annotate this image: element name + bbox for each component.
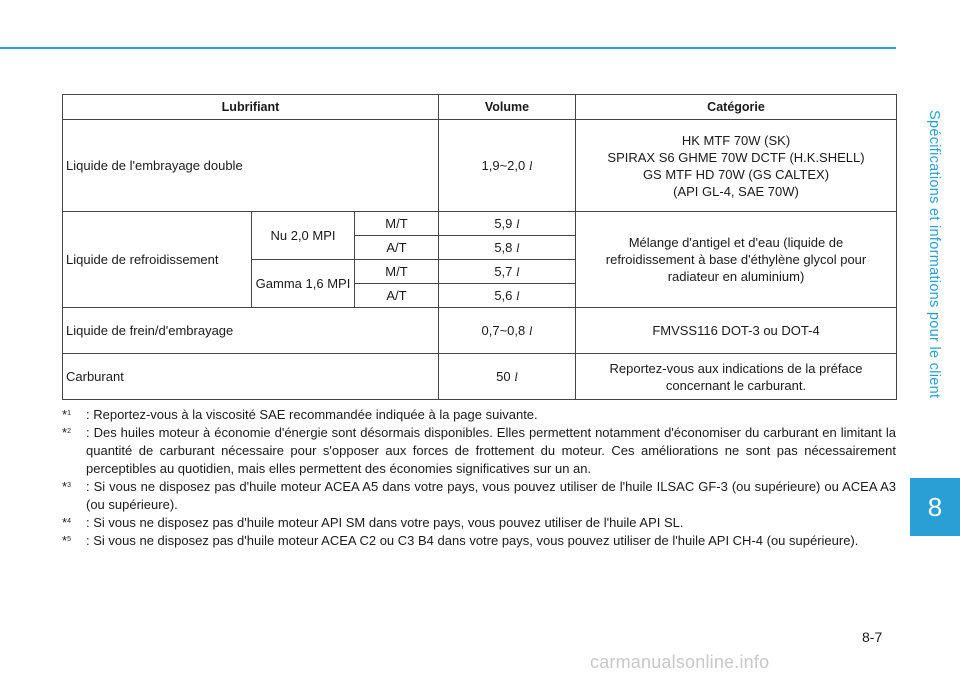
footnote-marker: *$^4$: [62, 515, 71, 530]
header-rule: [0, 47, 896, 49]
footnote: [62, 514, 896, 532]
footnote: [62, 478, 896, 514]
category-cell: FMVSS116 DOT-3 ou DOT-4: [576, 308, 897, 354]
engine-name: Gamma 1,6 MPI: [252, 260, 355, 308]
category-cell: Mélange d'antigel et d'eau (liquide de refroidissement à base d'éthylène glycol pour radiateur en aluminium): [576, 212, 897, 308]
transmission-cell: A/T: [355, 284, 439, 308]
transmission-cell: M/T: [355, 212, 439, 236]
footnote-text: : Reportez-vous à la viscosité SAE recommandée indiquée à la page suivante.: [86, 407, 538, 422]
volume-cell: 5,6 l: [439, 284, 576, 308]
volume-cell: 5,8 l: [439, 236, 576, 260]
table-row: [63, 308, 897, 354]
volume-cell: 0,7~0,8 l: [439, 308, 576, 354]
volume-cell: 5,7 l: [439, 260, 576, 284]
footnote-marker: *$^3$: [62, 479, 71, 494]
volume-cell: 50 l: [439, 354, 576, 400]
footnotes: [62, 406, 896, 550]
transmission-cell: M/T: [355, 260, 439, 284]
lubricant-name: Carburant: [63, 354, 439, 400]
lubricant-name: Liquide de l'embrayage double: [63, 120, 439, 212]
lubricant-table: [62, 94, 897, 400]
watermark-text: carmanualsonline.info: [590, 652, 770, 672]
footnote-marker: *$^5$: [62, 533, 71, 548]
footnote: [62, 406, 896, 424]
volume-cell: 1,9~2,0 l: [439, 120, 576, 212]
footnote: [62, 424, 896, 478]
footnote-marker: *$^2$: [62, 425, 71, 440]
category-cell: Reportez-vous aux indications de la préface concernant le carburant.: [576, 354, 897, 400]
header-category: Catégorie: [576, 95, 897, 120]
table-row: [63, 212, 897, 236]
table-header-row: [63, 95, 897, 120]
header-lubricant: Lubrifiant: [63, 95, 439, 120]
footnote-text: : Si vous ne disposez pas d'huile moteur API SM dans votre pays, vous pouvez utiliser de l'huile API SL.: [86, 515, 684, 530]
footnote: [62, 532, 896, 550]
table-row: [63, 354, 897, 400]
page-number: 8-7: [862, 629, 883, 645]
category-cell: HK MTF 70W (SK) SPIRAX S6 GHME 70W DCTF (H.K.SHELL) GS MTF HD 70W (GS CALTEX) (API GL-4, SAE 70W): [576, 120, 897, 212]
volume-cell: 5,9 l: [439, 212, 576, 236]
engine-name: Nu 2,0 MPI: [252, 212, 355, 260]
lubricant-name: Liquide de refroidissement: [63, 212, 252, 308]
lubricant-name: Liquide de frein/d'embrayage: [63, 308, 439, 354]
chapter-tab[interactable]: 8: [910, 478, 960, 536]
footnote-text: : Si vous ne disposez pas d'huile moteur ACEA A5 dans votre pays, vous pouvez utiliser de l'huile ILSAC GF-3 (ou supérieure) ou ACEA A3 (ou supérieure).: [86, 479, 896, 512]
transmission-cell: A/T: [355, 236, 439, 260]
footnote-text: : Si vous ne disposez pas d'huile moteur ACEA C2 ou C3 B4 dans votre pays, vous pouvez utiliser de l'huile API CH-4 (ou supérieure).: [86, 533, 859, 548]
header-volume: Volume: [439, 95, 576, 120]
footnote-marker: *$^1$: [62, 407, 71, 422]
footnote-text: : Des huiles moteur à économie d'énergie sont désormais disponibles. Elles permettent notamment d'économiser du carburant en limitant la quantité de carburant nécessaire pour s'opposer aux forces de frottement du moteur. Ces améliorations ne sont pas nécessairement perceptibles au quotidien, mais elles permettent des économies significatives sur un an.: [86, 425, 896, 476]
chapter-side-title: Spécifications et informations pour le client: [926, 109, 942, 399]
table-row: [63, 120, 897, 212]
